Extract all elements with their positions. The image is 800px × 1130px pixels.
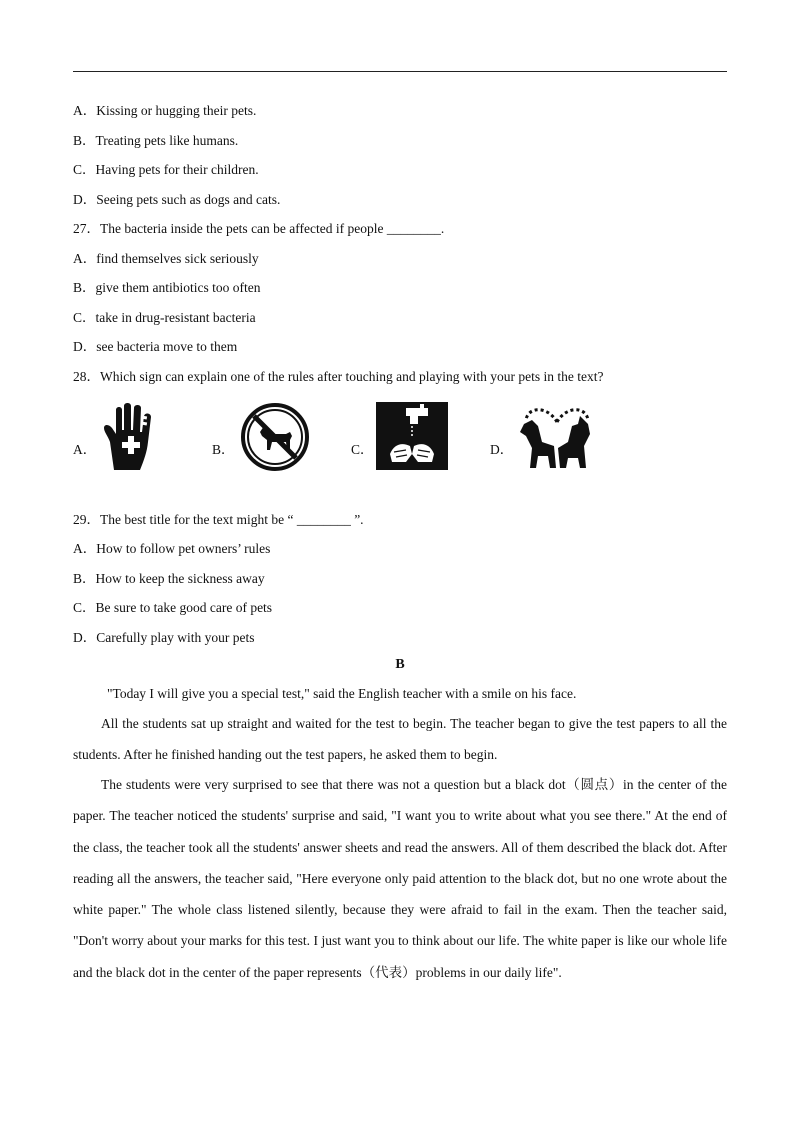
q29-option-b: B．How to keep the sickness away — [73, 571, 265, 586]
sign-label-d: D． — [490, 442, 514, 457]
passage-b-heading: B — [395, 657, 405, 672]
sign-option-a — [73, 398, 183, 472]
q29-option-c: C．Be sure to take good care of pets — [73, 600, 273, 615]
q29-option-d: D．Carefully play with your pets — [73, 630, 255, 645]
q27-option-b: B．give them antibiotics too often — [73, 280, 261, 295]
sign-label-c: C． — [351, 442, 374, 457]
q29-option-a: A．How to follow pet owners’ rules — [73, 541, 271, 556]
passage-b-p1-text: "Today I will give you a special test," said the English teacher with a smile on his face. — [107, 686, 577, 701]
q28-stem: 28．Which sign can explain one of the rules after touching and playing with your pets in the text? — [73, 369, 604, 384]
hand-cross-icon — [100, 402, 172, 472]
q27-option-d: D．see bacteria move to them — [73, 339, 238, 354]
q26-option-c: C．Having pets for their children. — [73, 162, 259, 177]
pets-heart-icon — [518, 402, 596, 472]
sign-option-c — [351, 398, 461, 472]
q29-stem: 29．The best title for the text might be “ ________ ”. — [73, 512, 364, 527]
q26-option-b: B．Treating pets like humans. — [73, 133, 239, 148]
passage-b-paragraph-3 — [73, 769, 727, 988]
wash-hands-icon — [376, 402, 448, 470]
q26-option-a: A．Kissing or hugging their pets. — [73, 103, 257, 118]
no-dogs-icon — [240, 402, 310, 472]
sign-label-b: B． — [212, 442, 235, 457]
passage-b-p3-text: The students were very surprised to see that there was not a question but a black dot（圆点）in the center of the paper. The teacher noticed the students' surprise and said, "I want you to write about what you see there." At the end of the class, the teacher took all the students' answer sheets and read the answers. All of them described the black dot. After reading all the answers, the teacher said, "Here everyone only paid attention to the black dot, but no one wrote about the white paper." The whole class listened silently, because they were afraid to fail in the exam. Then the teacher said, "Don't worry about your marks for this test. I just want you to think about our life. The white paper is like our whole life and the black dot in the center of the paper represents（代表）problems in our daily life". — [73, 777, 727, 980]
q26-option-d: D．Seeing pets such as dogs and cats. — [73, 192, 281, 207]
header-rule — [73, 71, 727, 72]
sign-label-a: A． — [73, 442, 97, 457]
passage-b-paragraph-2 — [73, 708, 727, 771]
q27-option-a: A．find themselves sick seriously — [73, 251, 259, 266]
sign-option-d — [490, 398, 610, 472]
q27-stem: 27．The bacteria inside the pets can be affected if people ________. — [73, 221, 445, 236]
q28-sign-options — [73, 398, 673, 472]
sign-option-b — [212, 398, 322, 472]
passage-b-paragraph-1 — [73, 678, 727, 709]
q27-option-c: C．take in drug-resistant bacteria — [73, 310, 256, 325]
passage-b-p2-text: All the students sat up straight and waited for the test to begin. The teacher began to give the test papers to all the students. After he finished handing out the test papers, he asked them to begin. — [73, 716, 727, 763]
